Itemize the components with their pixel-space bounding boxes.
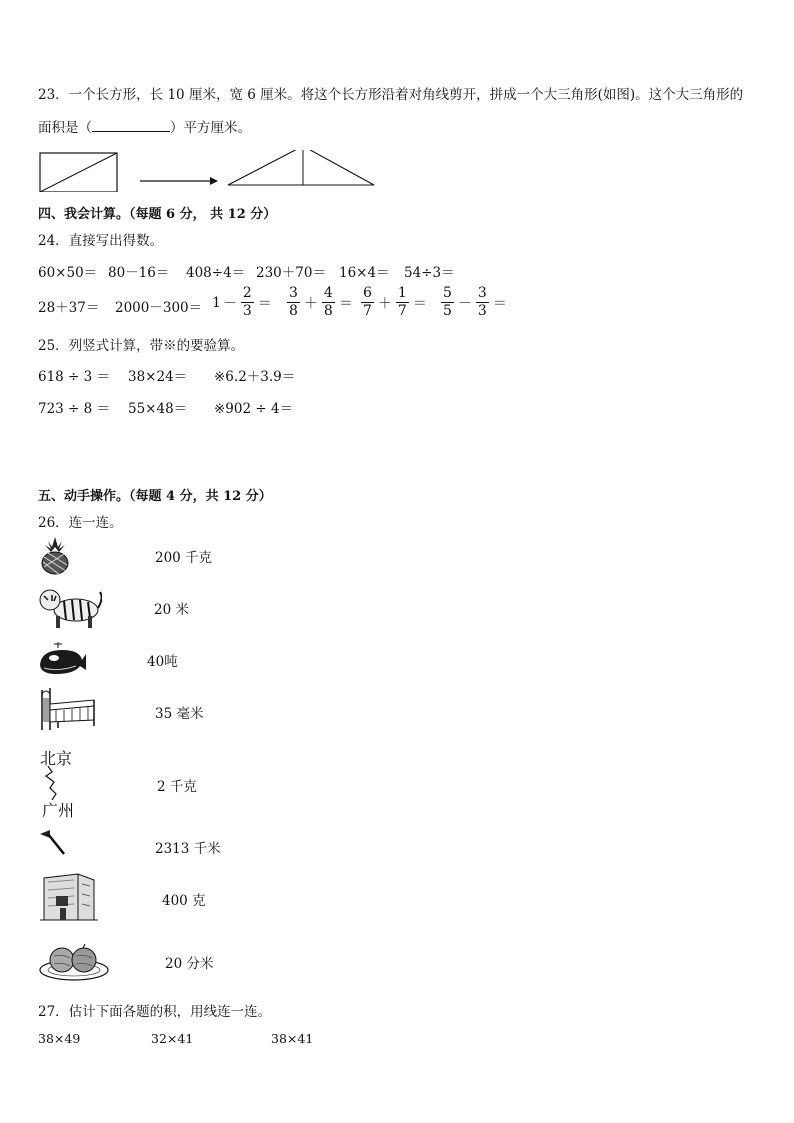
q24-title: 24．直接写出得数。 (38, 233, 164, 249)
rectangle-to-triangle-figure (38, 150, 378, 192)
q23-line2-pre: 面积是（ (38, 120, 92, 136)
fraction-numerator: 1 (397, 285, 407, 301)
triangle-shape (228, 150, 374, 185)
q24-row1-item: 60×50＝ (38, 265, 98, 281)
map-label-bottom: 广州 (42, 801, 75, 820)
q24-row2-item: 28＋37＝ (38, 300, 100, 316)
route-line (38, 766, 82, 800)
beijing-guangzhou-map (38, 746, 82, 820)
fraction-denominator: 5 (443, 303, 452, 319)
fraction-denominator: 7 (363, 303, 372, 319)
q23-line2-post: ）平方厘米。 (170, 120, 251, 136)
fraction-whole: 1 (212, 294, 221, 311)
match-label[interactable]: 2313 千米 (155, 841, 221, 857)
equals-sign: ＝ (412, 295, 427, 312)
q26-title: 26．连一连。 (38, 515, 123, 531)
fraction (241, 285, 254, 320)
fraction-denominator: 7 (397, 303, 407, 319)
q23-text-line2 (38, 116, 251, 136)
q27-item[interactable]: 38×41 (271, 1031, 314, 1046)
q25-title: 25．列竖式计算，带※的要验算。 (38, 338, 245, 354)
fraction (361, 285, 374, 320)
fraction-expression (359, 285, 429, 320)
fruit-plate-icon (38, 940, 110, 982)
fraction-numerator: 2 (242, 285, 252, 301)
fraction-operator: － (457, 295, 472, 312)
fraction-denominator: 3 (477, 303, 487, 319)
answer-blank[interactable] (92, 119, 170, 132)
section-4-title: 四、我会计算。（每题 6 分， 共 12 分） (38, 207, 277, 222)
match-label[interactable]: 2 千克 (157, 779, 197, 795)
fraction-numerator: 3 (289, 285, 298, 301)
equals-sign: ＝ (257, 295, 272, 312)
fraction-numerator: 5 (443, 285, 452, 301)
nail-icon (38, 828, 68, 858)
fraction-operator: ＋ (303, 295, 318, 312)
fraction-expression (212, 285, 274, 320)
q24-row1-item: 230＋70＝ (256, 265, 326, 281)
q24-row1-item: 80－16＝ (108, 265, 170, 281)
fraction-denominator: 8 (323, 303, 333, 319)
q25-row1-item: 618 ÷ 3 ＝ (38, 369, 111, 385)
q27-item[interactable]: 38×49 (38, 1031, 81, 1046)
bed-icon (38, 686, 98, 732)
equals-sign: ＝ (338, 295, 353, 312)
fraction (396, 285, 409, 320)
rectangle-diagonal (40, 153, 117, 192)
q25-row1-item: 38×24＝ (128, 369, 188, 385)
map-label-top: 北京 (40, 749, 73, 768)
q25-row2-item: 723 ÷ 8 ＝ (38, 401, 111, 417)
fraction-operator: － (222, 295, 237, 312)
match-label[interactable]: 40吨 (147, 654, 178, 670)
fraction-expression (285, 285, 355, 320)
equals-sign: ＝ (492, 295, 507, 312)
building-icon (38, 868, 100, 922)
whale-icon (38, 640, 88, 676)
fraction (441, 285, 454, 320)
q25-row2-item: 55×48＝ (128, 401, 188, 417)
q24-row2-item: 2000－300＝ (115, 300, 203, 316)
q25-row1-item: ※6.2＋3.9＝ (214, 369, 296, 385)
match-label[interactable]: 35 毫米 (155, 706, 204, 722)
fraction (287, 285, 300, 320)
fraction-denominator: 8 (289, 303, 298, 319)
arrow-head-icon (210, 177, 218, 185)
match-label[interactable]: 400 克 (162, 893, 206, 909)
q24-row1-item: 54÷3＝ (404, 265, 455, 281)
q24-row1-item: 16×4＝ (339, 265, 390, 281)
fraction (322, 285, 335, 320)
fraction-denominator: 3 (242, 303, 252, 319)
fraction-numerator: 3 (477, 285, 487, 301)
fraction-numerator: 6 (363, 285, 372, 301)
fraction-expression (439, 285, 509, 320)
fraction-numerator: 4 (323, 285, 333, 301)
tiger-icon (38, 586, 102, 630)
q23-text-line1: 23．一个长方形，长 10 厘米，宽 6 厘米。将这个长方形沿着对角线剪开，拼成一个大三角形(如图)。这个大三角形的 (38, 87, 744, 103)
fraction-operator: ＋ (377, 295, 392, 312)
section-5-title: 五、动手操作。（每题 4 分，共 12 分） (38, 489, 272, 504)
q24-row1-item: 408÷4＝ (186, 265, 246, 281)
q27-item[interactable]: 32×41 (151, 1031, 194, 1046)
q27-title: 27．估计下面各题的积，用线连一连。 (38, 1004, 272, 1020)
match-label[interactable]: 20 米 (154, 602, 189, 618)
pineapple-icon (38, 535, 72, 575)
fraction (476, 285, 489, 320)
match-label[interactable]: 20 分米 (165, 956, 214, 972)
q25-row2-item: ※902 ÷ 4＝ (214, 401, 294, 417)
match-label[interactable]: 200 千克 (155, 550, 213, 566)
